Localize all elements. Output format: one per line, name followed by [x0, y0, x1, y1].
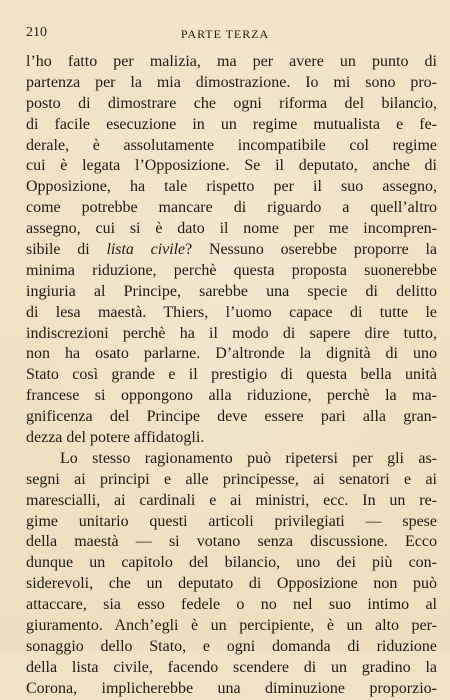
text-line: siderevoli, che un deputato di Opposizione non può	[26, 575, 437, 593]
text-line: Corona, implicherebbe una diminuzione proporzio-	[26, 679, 437, 697]
text-line: indiscrezioni perchè ha il modo di sapere dire tutto,	[26, 324, 437, 342]
text-line: cui è legata l’Opposizione. Se il deputato, anche di	[26, 157, 437, 175]
text-line: assegno, cui si è dato il nome per me incompren-	[26, 220, 437, 238]
text-line: Lo stesso ragionamento può ripetersi per gli as-	[60, 449, 437, 467]
text-line: dunque un capitolo del bilancio, uno dei più con-	[26, 554, 437, 572]
text-line: l’ho fatto per malizia, ma per avere un punto di	[26, 53, 437, 70]
text-line: giuramento. Anch’egli è un percipiente, è un alto per-	[26, 617, 437, 635]
text-line: Stato così grande e il prestigio di questa bella unità	[26, 366, 437, 384]
text-line: della maestà — si votano senza discussione. Ecco	[26, 533, 437, 551]
text-line-with-italic	[26, 240, 437, 261]
text-line: di lesa maestà. Thiers, l’uomo capace di tutte le	[26, 303, 437, 321]
text-line: segni ai principi e alle principesse, ai senatori e ai	[26, 470, 437, 488]
text-line: non ha osato parlarne. D’altronde la dignità di uno	[26, 345, 437, 363]
text-fragment: sibile di	[26, 241, 107, 259]
text-line: posto di dimostrare che ogni riforma del bilancio,	[26, 94, 437, 112]
text-line: francese si oppongono alla riduzione, perchè la ma-	[26, 387, 437, 405]
page-number: 210	[26, 25, 47, 40]
text-line: sonaggio dello Stato, e ogni domanda di riduzione	[26, 637, 437, 655]
text-line: derale, è assolutamente incompatibile col regime	[26, 136, 437, 154]
text-line: ingiuria al Principe, sarebbe una specie di delitto	[26, 282, 437, 300]
text-line: attaccare, sia esso fedele o no nel suo intimo al	[26, 596, 437, 614]
text-line: partenza per la mia dimostrazione. Io mi sono pro-	[26, 73, 437, 91]
text-line: della lista civile, facendo scendere di un gradino la	[26, 658, 437, 676]
italic-term: lista civile	[106, 241, 186, 259]
running-head: PARTE TERZA	[180, 27, 270, 41]
text-line: dezza del potere affidatogli.	[26, 429, 205, 447]
text-fragment: ? Nessuno oserebbe proporre la	[185, 241, 437, 259]
text-line: marescialli, ai cardinali e ai ministri, ecc. In un re-	[26, 491, 437, 509]
text-line: minima riduzione, perchè questa proposta suonerebbe	[26, 261, 437, 279]
text-line: gnificenza del Principe deve essere pari alla gran-	[26, 408, 437, 426]
text-line: come potrebbe mancare di riguardo a quell’altro	[26, 199, 437, 217]
text-line: gime unitario questi articoli privilegiati — spese	[26, 512, 437, 530]
body-text	[26, 52, 437, 700]
page-header	[26, 23, 424, 43]
text-line: Opposizione, ha tale rispetto per il suo assegno,	[26, 178, 437, 196]
text-line: di facile esecuzione in un regime mutualista e fe-	[26, 115, 437, 133]
